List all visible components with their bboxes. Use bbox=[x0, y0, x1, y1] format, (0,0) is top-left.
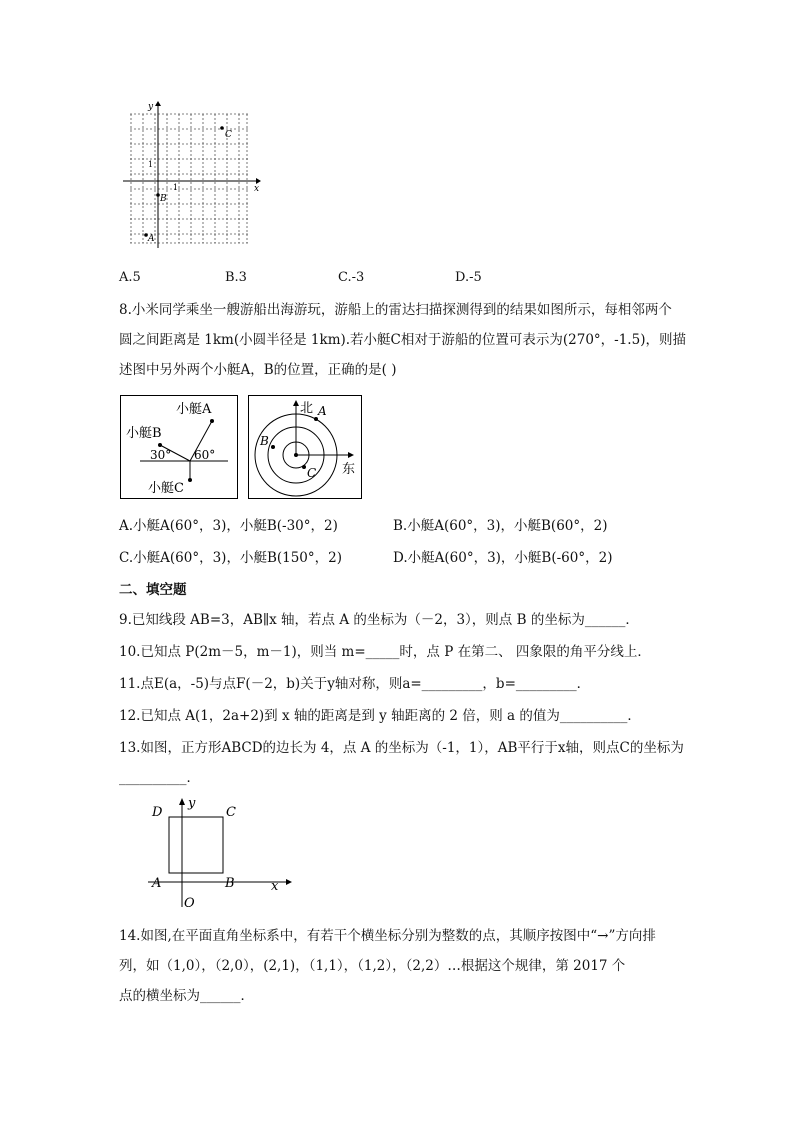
q8-fig2-north: 北 bbox=[300, 401, 314, 416]
q8-fig1-boat-c: 小艇C bbox=[148, 481, 184, 496]
q8-fig2-c: C bbox=[307, 466, 317, 480]
q13-line-2: __________． bbox=[119, 770, 200, 786]
q13-label-o: O bbox=[184, 896, 195, 911]
q13-square-figure bbox=[140, 795, 300, 915]
q8-fig1-angle-60: 60° bbox=[194, 448, 216, 462]
q10-text: 10.已知点 P(2m－5，m－1)，则当 m=_____时，点 P 在第二、 四象限的角平分线上． bbox=[119, 644, 651, 660]
q13-label-d: D bbox=[152, 805, 163, 820]
q8-figure-2 bbox=[248, 395, 362, 499]
q8-fig2-east: 东 bbox=[342, 462, 356, 477]
q8-option-b: B.小艇A(60°，3)，小艇B(60°，2) bbox=[393, 518, 608, 534]
q13-label-y: y bbox=[188, 796, 196, 811]
q8-option-c: C.小艇A(60°，3)，小艇B(150°，2) bbox=[119, 550, 343, 566]
q7-one-x: 1 bbox=[173, 183, 179, 192]
q7-option-a: A.5 bbox=[119, 270, 141, 285]
q8-option-a: A.小艇A(60°，3)，小艇B(-30°，2) bbox=[119, 518, 338, 534]
q7-grid-figure bbox=[118, 100, 268, 250]
section-title: 二、填空题 bbox=[119, 582, 187, 598]
q8-fig1-boat-b: 小艇B bbox=[126, 426, 162, 441]
q13-label-c: C bbox=[226, 805, 236, 820]
q7-one-y: 1 bbox=[148, 160, 154, 169]
q8-line-2: 圆之间距离是 1km(小圆半径是 1km).若小艇C相对于游船的位置可表示为(270°，-1.5)，则描 bbox=[119, 332, 686, 348]
q7-a-label: A bbox=[148, 234, 155, 244]
q8-fig2-a: A bbox=[318, 404, 327, 418]
q8-option-d: D.小艇A(60°，3)，小艇B(-60°，2) bbox=[393, 550, 613, 566]
q13-label-b: B bbox=[225, 876, 235, 891]
q9-text: 9.已知线段 AB=3，AB∥x 轴，若点 A 的坐标为（－2，3），则点 B 的坐标为______． bbox=[119, 612, 639, 628]
q8-fig1-angle-30: 30° bbox=[150, 448, 172, 462]
q13-line-1: 13.如图，正方形ABCD的边长为 4，点 A 的坐标为（-1，1），AB平行于x轴，则点C的坐标为 bbox=[119, 740, 684, 756]
q7-option-d: D.-5 bbox=[455, 270, 482, 285]
q7-c-label: C bbox=[225, 130, 232, 140]
q7-option-c: C.-3 bbox=[338, 270, 365, 285]
q8-fig2-b: B bbox=[260, 434, 269, 448]
q7-b-label: B bbox=[160, 194, 167, 204]
q14-line-2: 列，如（1,0），（2,0），(2,1)，（1,1），（1,2），（2,2）…根据这个规律，第 2017 个 bbox=[119, 958, 626, 974]
q7-option-b: B.3 bbox=[225, 270, 247, 285]
q8-fig1-boat-a: 小艇A bbox=[176, 402, 212, 417]
q7-y-label: y bbox=[148, 102, 154, 112]
q14-line-3: 点的横坐标为______． bbox=[119, 988, 254, 1004]
q13-label-a: A bbox=[152, 876, 162, 891]
q8-figure-1 bbox=[120, 395, 238, 499]
q8-line-1: 8.小米同学乘坐一艘游船出海游玩，游船上的雷达扫描探测得到的结果如图所示，每相邻两个 bbox=[119, 302, 672, 318]
q14-line-1: 14.如图,在平面直角坐标系中，有若干个横坐标分别为整数的点，其顺序按图中“→”方向排 bbox=[119, 928, 656, 944]
q7-x-label: x bbox=[254, 184, 260, 194]
q11-text: 11.点E(a，-5)与点F(－2，b)关于y轴对称，则a=_________，b=_________． bbox=[119, 676, 591, 692]
q8-line-3: 述图中另外两个小艇A，B的位置，正确的是( ) bbox=[119, 362, 397, 378]
q13-label-x: x bbox=[271, 879, 279, 894]
q12-text: 12.已知点 A(1，2a+2)到 x 轴的距离是到 y 轴距离的 2 倍，则 a 的值为__________． bbox=[119, 708, 641, 724]
